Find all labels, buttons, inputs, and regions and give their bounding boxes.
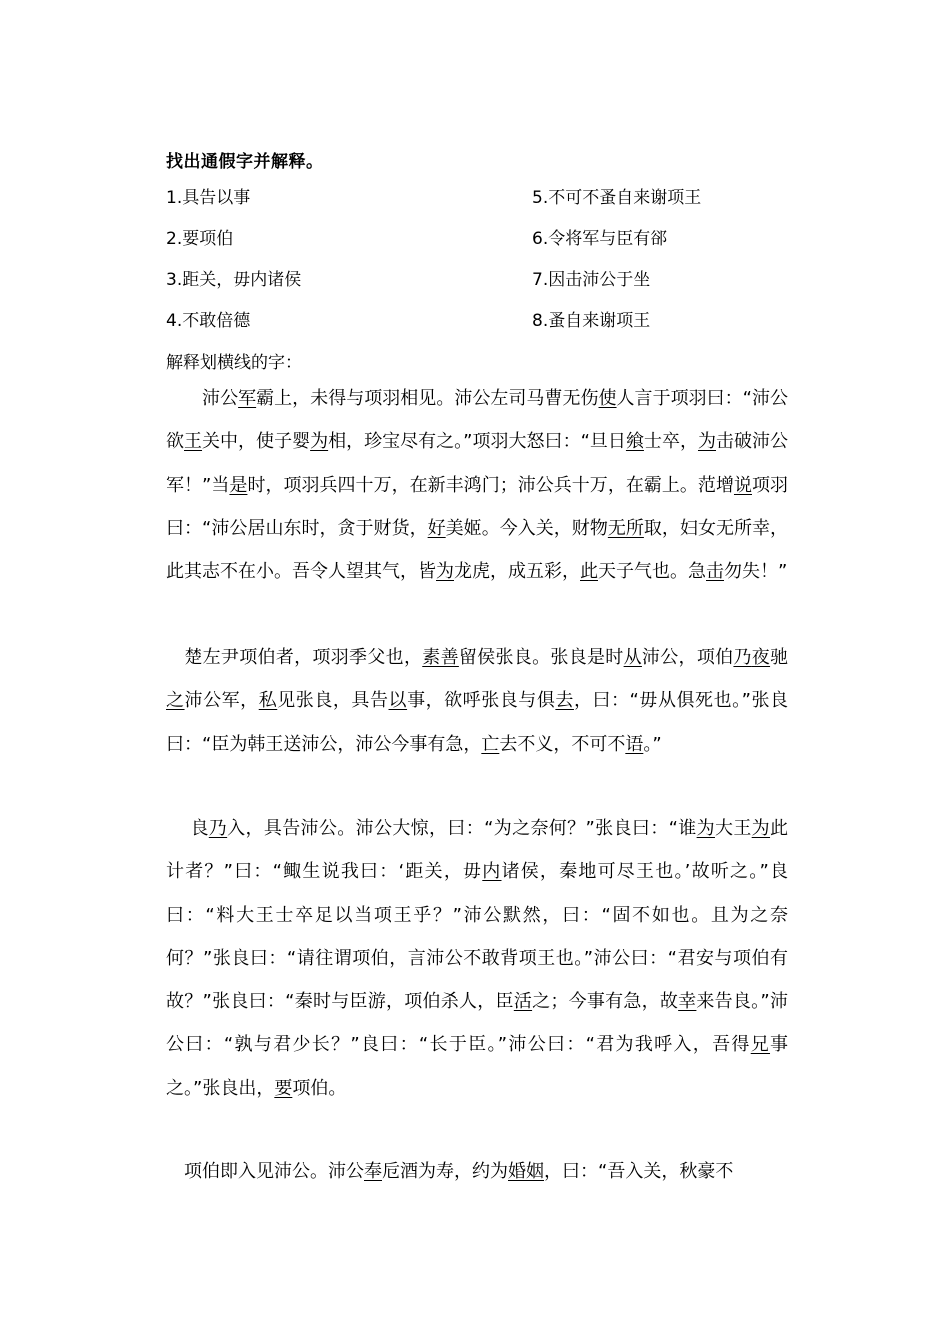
text-run: 项伯即入见沛公。沛公 xyxy=(184,1161,364,1182)
paragraph-1 xyxy=(166,377,788,593)
paragraph-indent xyxy=(166,1161,184,1182)
text-run: 大王 xyxy=(714,818,752,839)
item-5: 5.不可不蚤自来谢项王 xyxy=(532,188,702,208)
underlined-word: 去 xyxy=(555,690,574,712)
item-8: 8.蚤自来谢项王 xyxy=(532,311,651,331)
underlined-word: 素善 xyxy=(422,647,459,668)
underlined-word: 使 xyxy=(598,388,617,409)
text-run: 楚左尹项伯者，项羽季父也， xyxy=(184,647,423,668)
paragraph-indent xyxy=(166,647,184,668)
underlined-word: 是 xyxy=(229,474,248,496)
item-1: 1.具告以事 xyxy=(166,188,251,208)
text-run: 龙虎，成五彩， xyxy=(454,561,580,583)
underlined-word: 内 xyxy=(482,861,502,883)
underlined-word: 语 xyxy=(625,733,644,755)
text-run: 取，妇女无所幸，此其志不在小。吾令人望其气，皆 xyxy=(166,517,789,583)
underlined-word: 幸 xyxy=(678,991,697,1013)
text-run: 美姬。今入关，财物 xyxy=(445,517,608,539)
text-run: 入，具告沛公。沛公大惊，曰：“为之奈何？”张良曰：“谁 xyxy=(227,818,697,839)
underlined-word: 奉 xyxy=(364,1161,382,1182)
text-run: 。” xyxy=(643,733,662,755)
underlined-word: 亡 xyxy=(481,733,500,755)
underlined-word: 击 xyxy=(706,561,724,583)
text-run: 事，欲呼张良与俱 xyxy=(407,690,556,712)
paragraph-3 xyxy=(166,807,788,1110)
underline-instruction: 解释划横线的字： xyxy=(166,353,302,373)
text-run: 去不义，不可不 xyxy=(499,733,626,755)
underlined-word: 为 xyxy=(696,818,715,839)
item-3: 3.距关，毋内诸侯 xyxy=(166,270,302,290)
text-run: 此计者？”曰：“鲰生说我曰：‘距关，毋 xyxy=(166,818,789,883)
paragraph-2 xyxy=(166,636,788,766)
underlined-word: 之 xyxy=(166,690,185,712)
underlined-word: 此 xyxy=(580,561,598,583)
underlined-word: 为 xyxy=(436,561,454,583)
underlined-word: 王 xyxy=(184,431,203,453)
underlined-word: 为 xyxy=(697,431,716,453)
text-run: 沛公军， xyxy=(184,690,259,712)
text-run: 沛公 xyxy=(202,388,239,409)
item-6: 6.令将军与臣有郤 xyxy=(532,229,668,249)
text-run: 相，珍宝尽有之。”项羽大怒曰：“旦日 xyxy=(328,431,626,453)
underlined-word: 要 xyxy=(274,1077,293,1099)
underlined-word: 飨 xyxy=(625,431,644,453)
underlined-word: 乃 xyxy=(208,818,228,839)
text-run: 人言于项羽曰：“沛公欲 xyxy=(166,388,789,453)
text-run: 天子气也。急 xyxy=(598,561,706,583)
text-run: 卮酒为寿，约为 xyxy=(382,1161,508,1182)
underlined-word: 活 xyxy=(513,991,533,1013)
underlined-word: 无所 xyxy=(607,517,644,539)
item-7: 7.因击沛公于坐 xyxy=(532,270,651,290)
text-run: 霸上，未得与项羽相见。沛公左司马曹无伤 xyxy=(256,388,599,409)
underlined-word: 说 xyxy=(733,474,752,496)
text-run: 良 xyxy=(190,818,209,839)
underlined-word: 私 xyxy=(258,690,278,712)
text-run: 见张良，具告 xyxy=(277,690,389,712)
underlined-word: 从 xyxy=(623,647,642,668)
text-run: 关中，使子婴 xyxy=(202,431,311,453)
text-run: 勿失！” xyxy=(724,561,788,583)
text-run: 项羽曰：“沛公居山东时，贪于财货， xyxy=(166,474,789,539)
text-run: 诸侯，秦地可尽王也。’故听之。”良曰：“料大王士卒足以当项王乎？”沛公默然，曰：“固不如也。且为之奈何？”张良曰：“请往谓项伯，言沛公不敢背项王也。”沛公曰：“君安与项伯有故？”张良曰：“秦时与臣游，项伯杀人，臣 xyxy=(166,861,789,1013)
text-run: ，曰：“吾入关，秋豪不 xyxy=(544,1161,734,1182)
text-run: 驰 xyxy=(770,647,789,668)
paragraph-indent xyxy=(166,388,202,409)
exercise-heading: 找出通假字并解释。 xyxy=(166,152,324,172)
underlined-word: 为 xyxy=(310,431,329,453)
text-run: 时，项羽兵四十万，在新丰鸿门；沛公兵十万，在霸上。范增 xyxy=(247,474,734,496)
underlined-word: 夜 xyxy=(751,647,771,668)
text-run: 沛公，项伯 xyxy=(641,647,734,668)
underlined-word: 军 xyxy=(238,388,257,409)
text-run: ，曰：“毋从俱死也。”张良曰：“臣为韩王送沛公，沛公今事有急， xyxy=(166,690,789,755)
text-run: 留侯张良。张良是时 xyxy=(458,647,624,668)
paragraph-indent xyxy=(166,818,190,839)
underlined-word: 婚姻 xyxy=(508,1161,544,1182)
text-run: 击破沛公军！”当 xyxy=(166,431,789,496)
underlined-word: 兄 xyxy=(750,1034,771,1056)
paragraph-4 xyxy=(166,1150,788,1193)
text-run: 士卒， xyxy=(643,431,698,453)
text-run: 项伯。 xyxy=(292,1077,347,1099)
underlined-word: 为 xyxy=(751,818,771,839)
text-run: 之；今事有急，故 xyxy=(532,991,679,1013)
underlined-word: 好 xyxy=(427,517,446,539)
item-4: 4.不敢倍德 xyxy=(166,311,251,331)
item-2: 2.要项伯 xyxy=(166,229,234,249)
text-run: 来告良。”沛公曰：“孰与君少长？”良曰：“长于臣。”沛公曰：“君为我呼入，吾得 xyxy=(166,991,789,1056)
underlined-word: 乃 xyxy=(733,647,752,668)
text-run: 事之。”张良出， xyxy=(166,1034,789,1099)
underlined-word: 以 xyxy=(388,690,408,712)
